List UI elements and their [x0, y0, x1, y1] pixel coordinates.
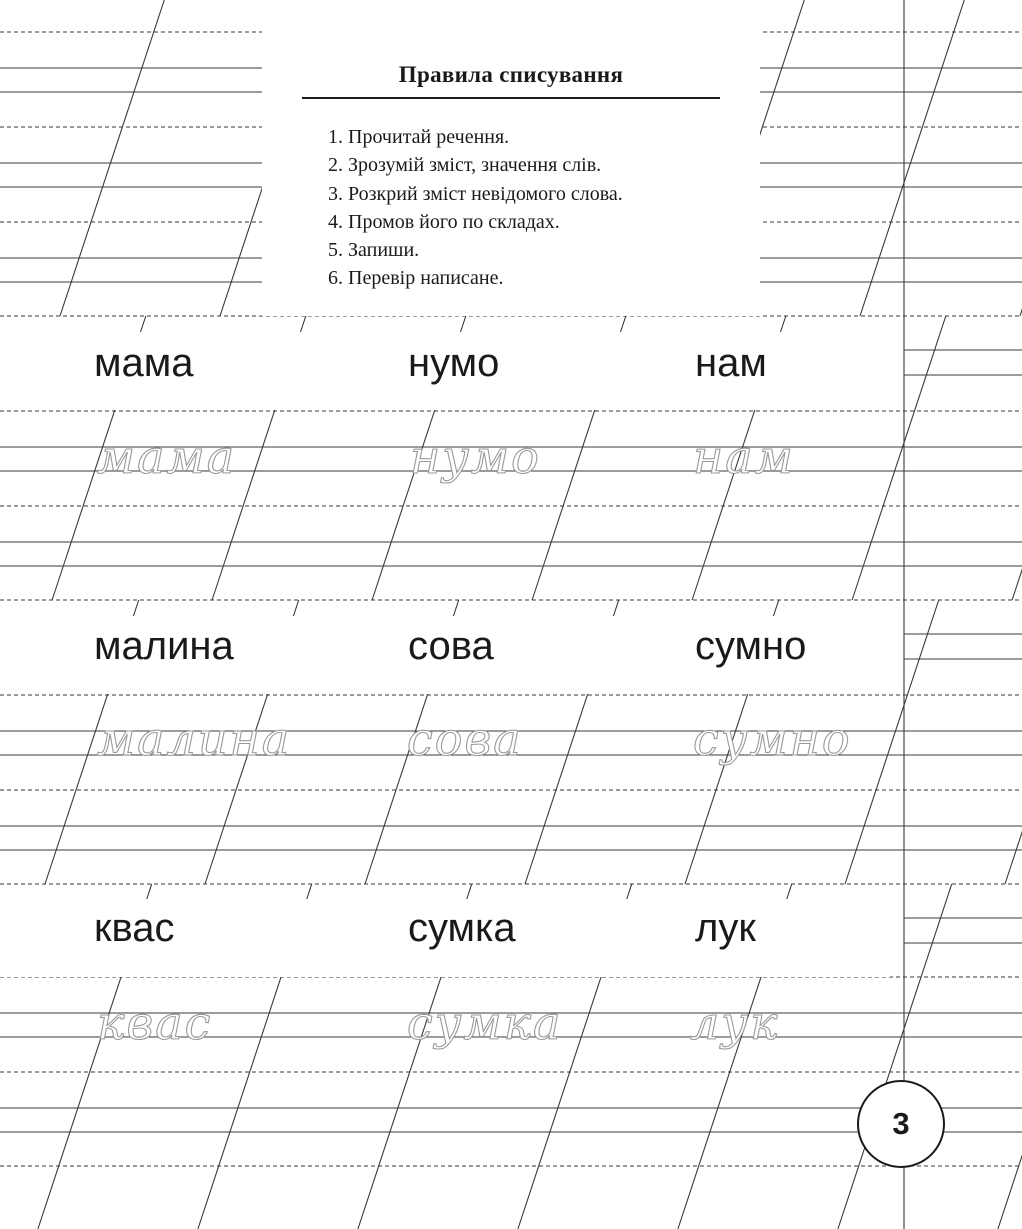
print-word: лук	[695, 906, 756, 950]
cursive-tracing-word: сумка	[407, 996, 563, 1050]
rules-title-underline	[302, 97, 720, 99]
cursive-tracing-word: квас	[97, 996, 213, 1050]
cursive-tracing-word: малина	[97, 712, 292, 766]
rules-title: Правила списування	[398, 62, 624, 87]
rule-item: 5. Запиши.	[328, 239, 420, 262]
rule-item: 1. Прочитай речення.	[328, 126, 510, 148]
cursive-tracing-word: сумно	[693, 712, 852, 766]
slant-guide-line	[1005, 600, 1022, 884]
print-word: нам	[695, 341, 767, 385]
print-word: мама	[94, 341, 194, 385]
slant-guide-line	[1012, 316, 1022, 600]
print-word: нумо	[408, 341, 500, 385]
rule-item: 6. Перевір написане.	[328, 267, 504, 290]
slant-guide-line	[60, 0, 164, 316]
rule-item: 3. Розкрий зміст невідомого слова.	[328, 182, 623, 205]
print-word: малина	[94, 624, 234, 668]
print-word: сумка	[408, 906, 516, 950]
print-word: сова	[408, 624, 494, 668]
cursive-tracing-word: нумо	[410, 430, 541, 484]
slant-guide-line	[998, 884, 1022, 1229]
rules-list	[328, 123, 623, 293]
print-word: квас	[94, 906, 175, 950]
cursive-tracing-word: нам	[693, 430, 795, 484]
rule-item: 4. Промов його по складах.	[328, 210, 560, 233]
rule-item: 2. Зрозумій зміст, значення слів.	[328, 154, 602, 177]
cursive-tracing-word: сова	[407, 712, 523, 766]
print-word: сумно	[695, 624, 807, 668]
cursive-tracing-word: мама	[97, 430, 237, 484]
slant-guide-line	[860, 0, 964, 316]
page-number: 3	[857, 1080, 945, 1168]
cursive-tracing-word: лук	[690, 996, 780, 1050]
